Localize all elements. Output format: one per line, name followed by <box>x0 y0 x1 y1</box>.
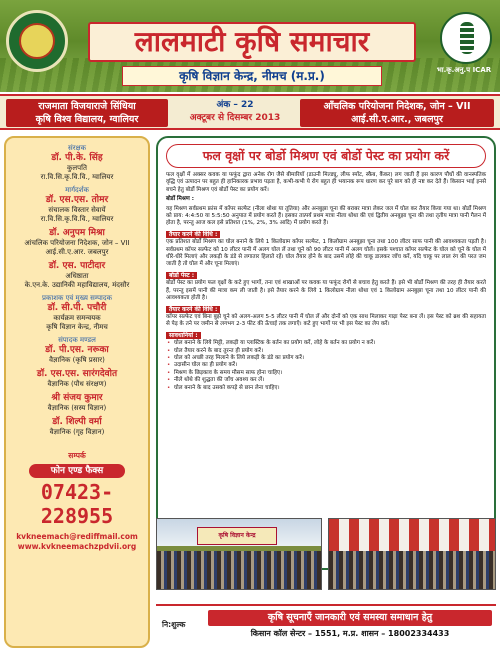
person-name: डॉ. एस. पाटीदार <box>48 261 106 271</box>
person-position: वैज्ञानिक (सस्य विज्ञान) <box>47 404 107 412</box>
precaution-item: • उदासीन घोल का ही प्रयोग करें। <box>166 362 486 369</box>
person-position: वैज्ञानिक (पौध संरक्षण) <box>47 380 107 388</box>
sidebar-person <box>10 294 144 332</box>
footer-label: नि:शुल्क <box>162 620 186 629</box>
footer-title: कृषि सूचनाएँ जानकारी एवं समस्या समाधान हेतु <box>208 610 492 626</box>
university-line-1: राजमाता विजयाराजे सिंधिया <box>38 101 136 112</box>
person-position: कुलपति रा.वि.सि.कृ.वि.वि., ग्वालियर <box>40 164 114 181</box>
method-1-text: एक प्रतिशत बोर्डो मिश्रण का घोल बनाने के लिये 1 किलोग्राम कॉपर सल्फेट, 1 किलोग्राम अनबुझा चूना तथा 100 लीटर साफ पानी की आवश्यकता पड़ती है। सर्वप्रथम कॉपर सल्फेट को 10 लीटर पानी में अलग घोल लें तथा चूने को 90 लीटर पानी में अलग घोलें। इसके पश्चात कॉपर सल्फेट के घोल को चूने के घोल में धीरे-धीरे मिलाएं और लकड़ी के डंडे से लगातार हिलाते रहें। घोल तैयार होने के बाद उसमें लोहे की चाकू डालकर जाँच करें, यदि चाकू पर लाल रंग की परत जम जाती है तो घोल में और चूना मिलाएं। <box>166 239 486 268</box>
sidebar-person <box>10 393 144 413</box>
sidebar-person <box>10 261 144 290</box>
person-position: आंचलिक परियोजना निदेशक, जोन – VII आई.सी.ए.आर. जबलपुर <box>24 239 130 256</box>
event-photo-left <box>156 518 322 590</box>
icar-logo-text: भा.कृ.अनु.प ICAR <box>436 66 492 74</box>
email-address[interactable]: kvkneemach@rediffmail.com <box>16 532 138 541</box>
person-position: अधिष्ठाता के.एन.के. उद्यानिकी महाविद्यालय, मंदसौर <box>24 272 130 289</box>
photo-banner: कृषि विज्ञान केन्द्र <box>197 527 277 545</box>
sidebar-person <box>10 186 144 224</box>
footer-address: किसान कॉल सेन्टर – 1551, म.प्र. शासन – 18002334433 <box>250 629 450 638</box>
issue-number: अंक – 22 <box>216 100 254 110</box>
fax-label: फोन एण्ड फैक्स <box>29 464 125 478</box>
person-name: डॉ. एस.एस. तोमर <box>45 195 109 205</box>
article-body <box>158 172 494 392</box>
person-position: संचालक विस्तार सेवायें रा.वि.सि.कृ.वि.वि., ग्वालियर <box>40 206 114 223</box>
precaution-item: • घोल को अच्छी तरह मिलाने के लिये लकड़ी के डंडे का प्रयोग करें। <box>166 355 486 362</box>
article-intro: फल वृक्षों में अक्सर कवक या फफूंद द्वारा अनेक रोग जैसे बीमारियाँ (डाउनी मिल्ड्यू, लीफ स्पॉट, स्कैब, कैंकर) लग जाती हैं इस कारण पौधों की वानस्पतिक वृद्धि एवं उत्पादन पर बहुत ही हानिकारक प्रभाव पड़ता है, कभी-कभी ये रोग बहुत ही भयानक रूप धारण कर पूरे बाग को ही नष्ट कर देते हैं। किसान भाई इनसे बचने हेतु बोर्डो मिश्रण एवं बोर्डो पेस्ट का प्रयोग करें। <box>166 172 486 193</box>
person-name: डॉ. सी.पी. पचौरी <box>47 303 107 313</box>
section-heading-paste: बोर्डो पेस्ट : <box>166 272 197 279</box>
newsletter-title: लालमाटी कृषि समाचार <box>88 22 416 62</box>
person-role: संपादक मण्डल <box>58 336 96 344</box>
person-position: कार्यक्रम समन्वयक कृषि विज्ञान केन्द्र, नीमच <box>46 314 108 331</box>
person-role: प्रकाशक एवं मुख्य सम्पादक <box>42 294 112 302</box>
info-strip <box>0 94 500 130</box>
article-title: फल वृक्षों पर बोर्डो मिश्रण एवं बोर्डो पेस्ट का प्रयोग करें <box>166 144 486 168</box>
precaution-item: • घोल बनाने के लिये मिट्टी, लकड़ी या प्लास्टिक के बर्तन का प्रयोग करें, लोहे के बर्तन का प्रयोग न करें। <box>166 340 486 347</box>
footer <box>156 604 496 648</box>
website-link[interactable]: www.kvkneemachzpdvii.org <box>17 542 137 551</box>
sidebar-person <box>10 336 144 365</box>
person-position: वैज्ञानिक (गृह विज्ञान) <box>49 428 105 436</box>
university-seal-logo <box>6 10 68 72</box>
bordeaux-mixture-heading: बोर्डो मिश्रण : <box>166 196 195 203</box>
masthead <box>0 0 500 92</box>
phone-number: 07423-228955 <box>40 480 114 528</box>
section-heading-method-1: तैयार करने की विधि : <box>166 231 220 238</box>
precaution-item: • घोल तैयार करने के बाद तुरन्त ही प्रयोग करें। <box>166 348 486 355</box>
atari-line-2: आई.सी.ए.आर., जबलपुर <box>351 114 443 125</box>
person-role: मार्गदर्शक <box>65 186 89 194</box>
section-heading-precautions: सावधानियां : <box>166 332 201 339</box>
sidebar-person <box>10 144 144 182</box>
issue-period: अक्टूबर से दिसम्बर 2013 <box>189 113 281 123</box>
atari-line-1: आँचलिक परियोजना निदेशक, जोन – VII <box>323 101 471 112</box>
atari-box <box>300 99 494 127</box>
paste-text: बोर्डो पेस्ट का प्रयोग फल वृक्षों के कटे हुए भागों, तना एवं शाखाओं पर कवक या फफूंद रोगों से बचाव हेतु करते हैं। इसे भी बोर्डो मिश्रण की तरह ही तैयार करते हैं, परन्तु इसमें पानी की मात्रा कम ली जाती है। इसे तैयार करने के लिये 1 किलोग्राम नीला थोथा एवं 1 किलोग्राम अनबुझा चूना तथा 10 लीटर पानी की आवश्यकता होती है। <box>166 280 486 302</box>
sidebar-person <box>10 369 144 389</box>
person-name: डॉ. शिल्पी वर्मा <box>52 417 102 427</box>
event-photo-right <box>328 518 496 590</box>
person-name: डॉ. अनुपम मिश्रा <box>49 228 105 238</box>
university-line-2: कृषि विश्व विद्यालय, ग्वालियर <box>35 114 139 125</box>
issue-box <box>178 99 292 127</box>
people-list <box>10 144 144 437</box>
icar-logo <box>440 12 492 64</box>
bordeaux-mixture-text: यह मिश्रण सर्वप्रथम फ्रांस में कॉपर सल्फेट (नीला थोथा या तूतिया) और अनबुझा चूना की बराबर मात्रा लेकर जल में घोल कर तैयार किया गया था। बोर्डो मिश्रण को प्राय: 4:4:50 या 5:5:50 अनुपात में प्रयोग करते हैं। इसका तात्पर्य प्रथम मात्रा नीला थोथा की एवं द्वितीय अनबुझा चूना की तथा तृतीय मात्रा पानी गैलन में होता है, परन्तु आज कल इसे प्रतिशत (1%, 2%, 3% आदि) में प्रयोग करते हैं। <box>166 205 486 227</box>
main-article <box>156 136 496 570</box>
sidebar-person <box>10 417 144 437</box>
contact-label: सम्पर्क <box>68 451 86 460</box>
contact-box <box>10 443 144 528</box>
person-name: डॉ. पी.एस. नरूका <box>45 345 109 355</box>
person-name: श्री संजय कुमार <box>51 393 103 403</box>
precaution-item: • घोल बनाने के बाद उसको कपड़े से छान लेना चाहिए। <box>166 385 486 392</box>
precaution-item: • नीले थोथे की शुद्धता की जाँच अवश्य कर लें। <box>166 377 486 384</box>
person-name: डॉ. एस.एस. सारंगदेवोत <box>36 369 118 379</box>
person-position: वैज्ञानिक (कृषि प्रसार) <box>49 356 105 364</box>
person-name: डॉ. पी.के. सिंह <box>51 153 103 163</box>
section-heading-method-2: तैयार करने की विधि : <box>166 306 220 313</box>
method-2-text: कॉपर सल्फेट एवं बिना बुझे चूने को अलग-अलग 5-5 लीटर पानी में घोल लें और दोनों को एक साथ मिलाकर गाढ़ा पेस्ट बना लें। इस पेस्ट को ब्रश की सहायता से पेड़ के तने पर जमीन से लगभग 2-3 फीट की ऊँचाई तक लगाएँ। कटे हुए भागों पर भी इस पेस्ट का लेप करें। <box>166 313 486 328</box>
newsletter-subtitle: कृषि विज्ञान केन्द्र, नीमच (म.प्र.) <box>122 66 382 86</box>
editorial-sidebar <box>4 136 150 648</box>
university-box <box>6 99 168 127</box>
precaution-item: • मिश्रण के छिड़काव के समय मौसम साफ होना चाहिए। <box>166 370 486 377</box>
person-role: संरक्षक <box>68 144 86 152</box>
sidebar-person <box>10 228 144 257</box>
precautions-list <box>166 340 486 392</box>
